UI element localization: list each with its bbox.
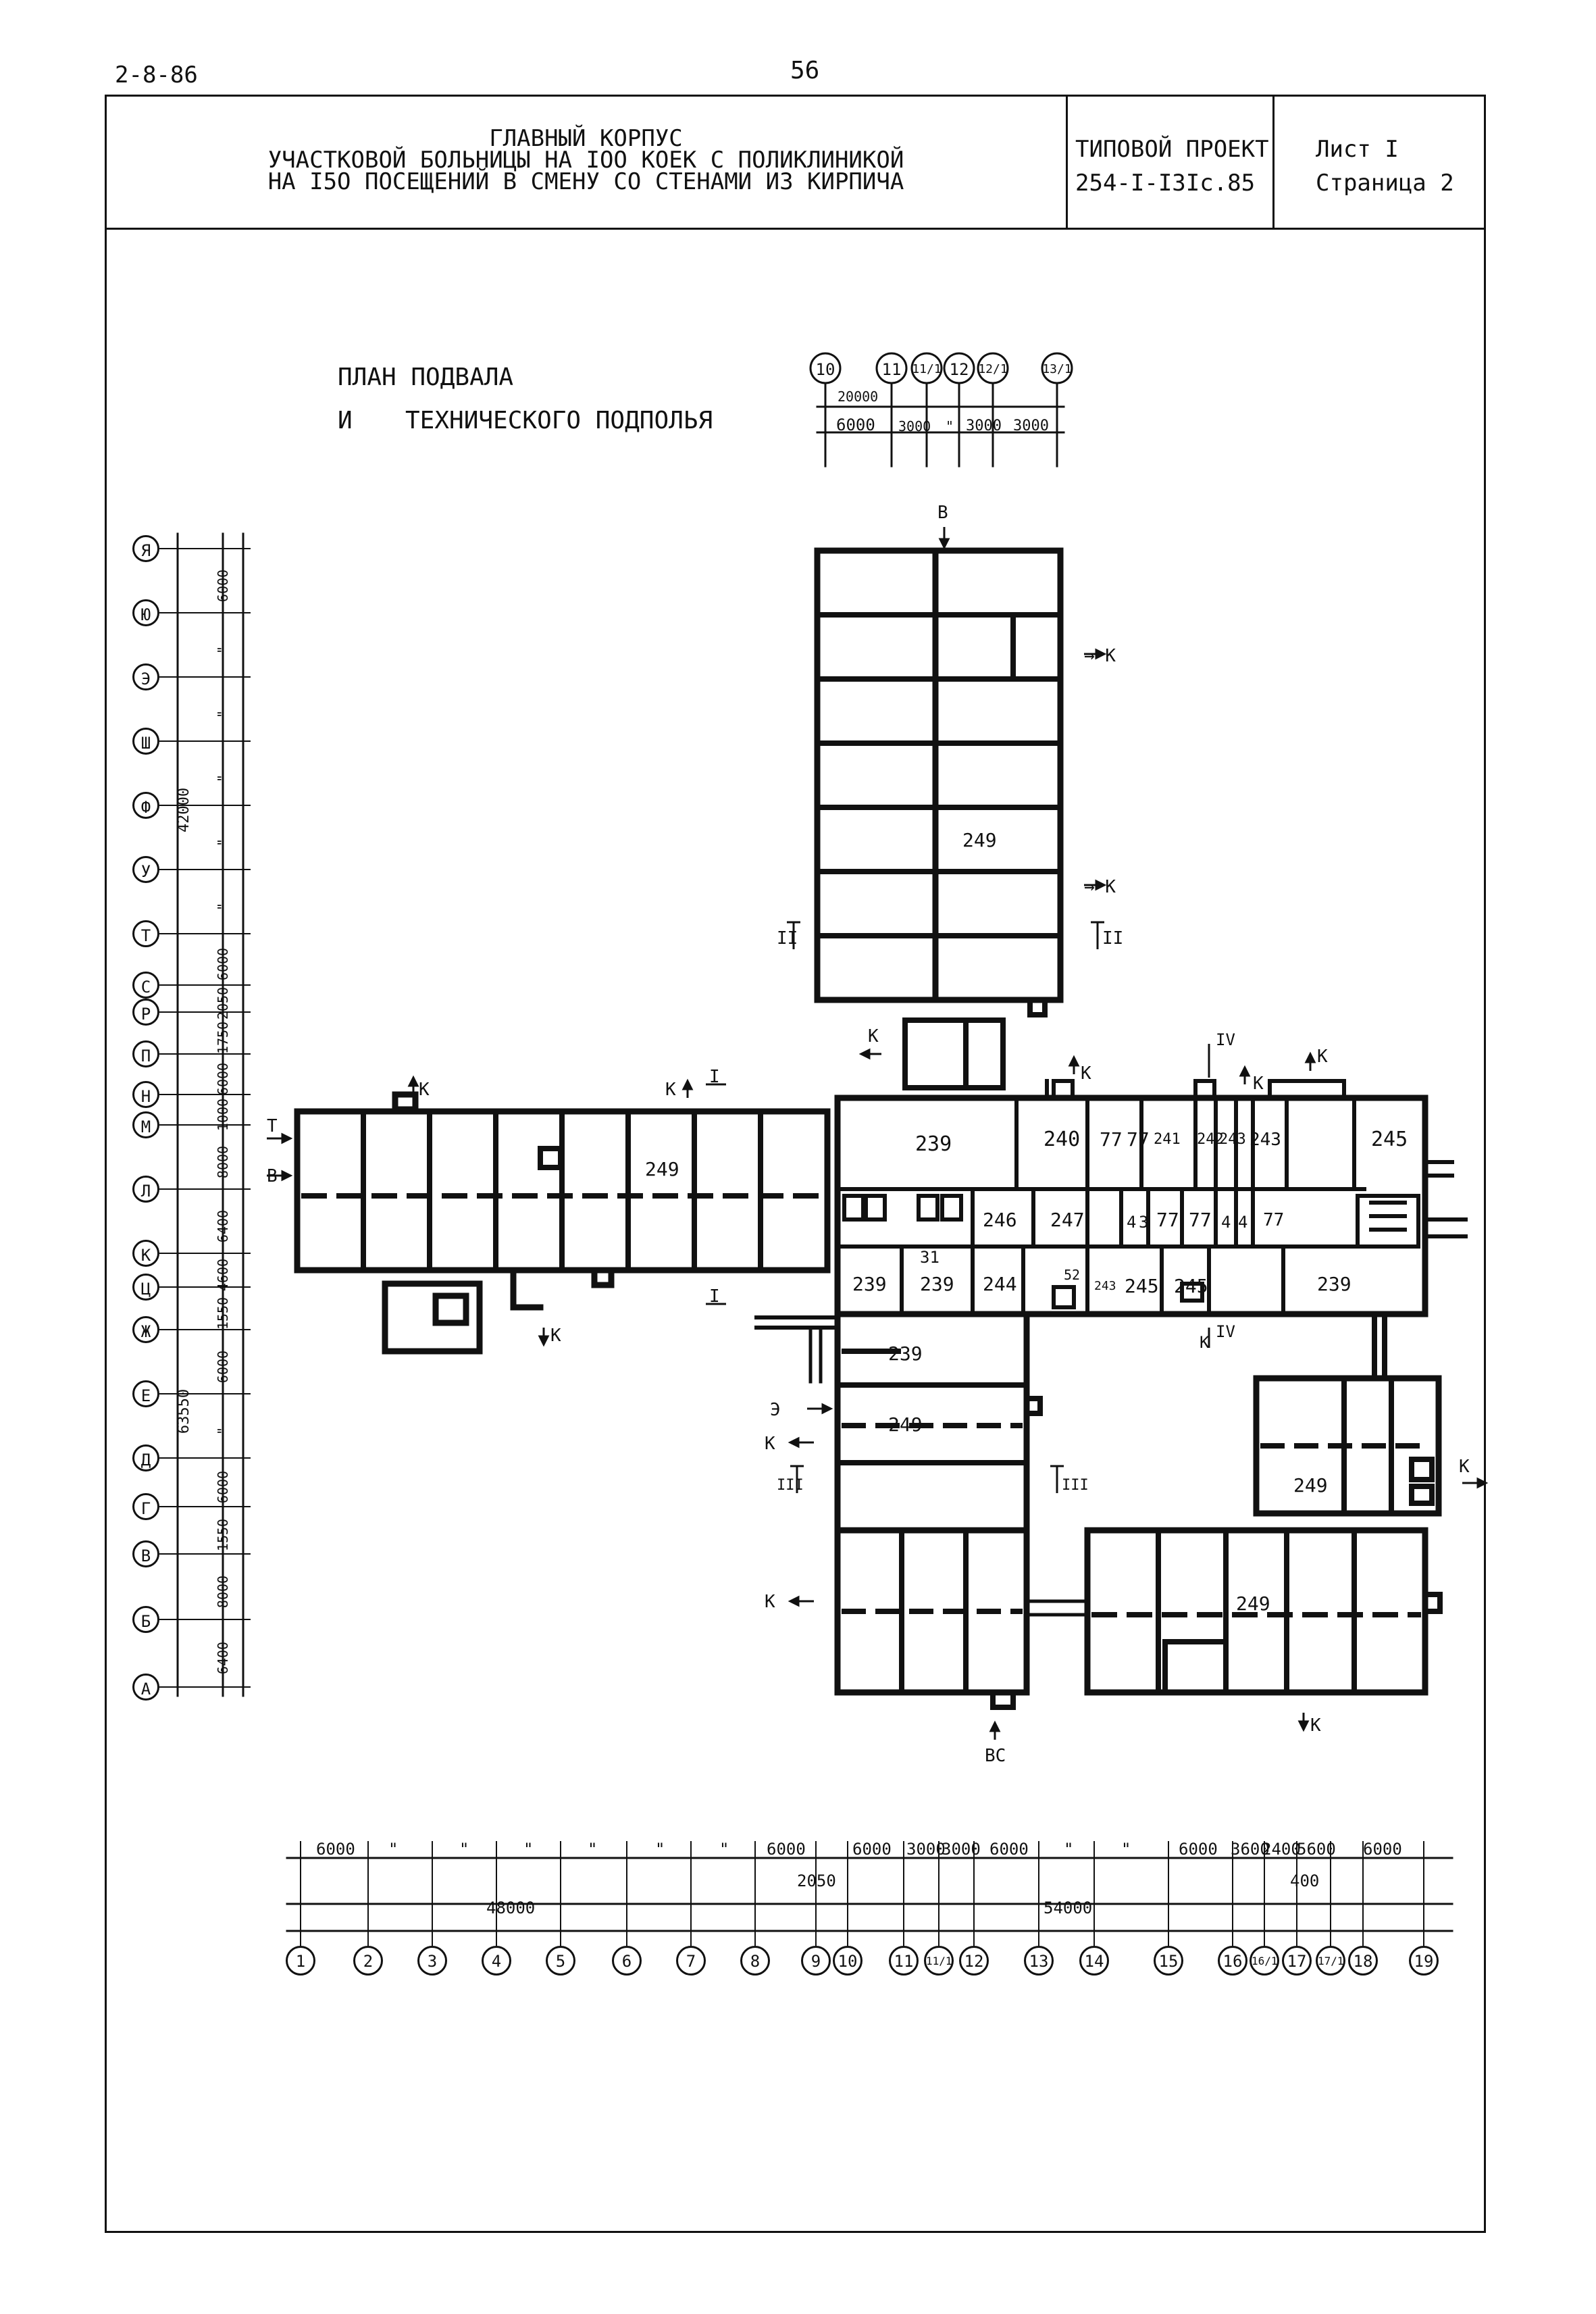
left-axis-dimension: 4600 [215,1258,231,1292]
marker-k-n3: К [1317,1047,1328,1067]
room-77c: 77 [1156,1209,1179,1231]
sheet-number: Лист I [1316,136,1399,163]
bottom-axis-bubble: 4 [482,1946,511,1976]
left-axis-tick [159,1686,251,1688]
left-axis-dimension: 6000 [215,569,231,602]
marker-t-in: Т [267,1116,278,1136]
left-axis-bubble: А [132,1674,159,1701]
left-axis-tick [159,1094,251,1095]
left-axis-bubble: Б [132,1606,159,1633]
left-axis-dimension: " [215,902,231,911]
bottom-axis-dimension: " [1064,1840,1074,1859]
top-dim-4: 3000 [966,418,1002,434]
room-4b: 4 [1221,1213,1231,1232]
bottom-axis-dimension: " [588,1840,598,1859]
marker-vs: ВС [985,1746,1006,1766]
bottom-axis-bubble: 16 [1218,1946,1247,1976]
bottom-axis-dimension: " [459,1840,469,1859]
bottom-axis-bubble: 10 [833,1946,863,1976]
left-axis-dimension: 1550 [215,1518,231,1552]
room-249-south: 249 [1236,1592,1270,1615]
axis-label-11-1: 11/1 [912,362,942,376]
section-3-left: III [777,1477,804,1494]
room-249-east: 249 [1293,1474,1328,1496]
room-246: 246 [983,1209,1017,1231]
section-1-bottom: I [709,1286,720,1307]
bottom-axis-dimension: " [719,1840,729,1859]
left-axis-bubble: Г [132,1493,159,1520]
plan-subtitle: ТЕХНИЧЕСКОГО ПОДПОЛЬЯ [405,407,713,434]
bottom-axis-dimension: " [388,1840,398,1859]
bottom-axis-tick [1423,1841,1424,1946]
marker-k-corr: К [868,1026,879,1047]
bottom-axis-tick [496,1841,497,1946]
bottom-axis-bubble: 5 [546,1946,575,1976]
left-axis-tick [159,1011,251,1013]
east-block-partitions [1344,1314,1432,1513]
axis-label-12-1: 12/1 [978,362,1008,376]
bottom-axis-bubble: 3 [417,1946,447,1976]
bottom-axis-bubble: 11 [889,1946,919,1976]
axis-label-10: 10 [815,360,835,379]
bottom-axis-bubble: 16/1 [1250,1946,1279,1976]
bottom-axis-tick [690,1841,692,1946]
left-axis-dimension: 2050 [215,986,231,1020]
left-axis-bubble: Я [132,535,159,562]
bottom-axis-tick [626,1841,627,1946]
bottom-axis-bubble: 13 [1024,1946,1054,1976]
left-axis-bubble: К [132,1240,159,1267]
bottom-axis-bubble: 18 [1348,1946,1378,1976]
bottom-axis-tick [1038,1841,1039,1946]
room-77a: 77 [1100,1128,1123,1151]
left-axis-dimension: 1550 [215,1297,231,1330]
left-axis-bubble: Ю [132,599,159,626]
room-31: 31 [920,1248,939,1267]
left-axis-dimension: 8000 [215,1145,231,1178]
bottom-axis-dimension: " [655,1840,665,1859]
marker-k-n2: К [1253,1074,1264,1094]
room-239c: 239 [920,1273,954,1295]
section-3-right: III [1062,1477,1089,1494]
page-label: Страница 2 [1316,170,1454,197]
room-239e: 239 [888,1342,923,1365]
left-axis-tick [159,984,251,986]
axis-label-11: 11 [881,360,902,379]
left-axis-bubble: Р [132,999,159,1026]
room-77b: 77 [1127,1128,1150,1151]
bottom-axis-bubble: 8 [740,1946,770,1976]
marker-v-in: В [267,1166,278,1186]
left-axis-dimension: 6400 [215,1641,231,1675]
left-axis-tick [159,1124,251,1126]
left-axis-tick [159,1053,251,1055]
room-239a: 239 [915,1132,952,1156]
bottom-axis-tick [754,1841,756,1946]
left-axis-tick [159,1329,251,1330]
bottom-axis-bubble: 19 [1409,1946,1439,1976]
bottom-axis-dimension: " [1121,1840,1131,1859]
axis-label-13-1: 13/1 [1042,362,1072,376]
left-axis-bubble: Ц [132,1274,159,1301]
left-axis-bubble: Э [132,663,159,690]
left-axis-tick [159,740,251,742]
bottom-total-total-mid: 2050 [797,1871,836,1890]
room-245c: 245 [1174,1275,1208,1297]
bottom-axis-dimension: 6000 [1179,1840,1218,1859]
room-245b: 245 [1125,1275,1159,1297]
axis-label-12: 12 [949,360,969,379]
left-overall-upper: 42000 [176,787,193,833]
west-wing-partitions [363,1111,761,1270]
marker-k-w2: К [665,1080,676,1100]
south-west-corridors [844,1426,1020,1611]
bottom-axis-dimension: 5600 [1297,1840,1336,1859]
left-axis-tick [159,1253,251,1254]
bottom-axis-dimension: 3000 [906,1840,946,1859]
marker-k-2: → К [1084,877,1116,897]
section-4-bottom: IV [1216,1322,1235,1341]
left-axis-dimension: 6400 [215,1209,231,1242]
room-239b: 239 [852,1273,887,1295]
section-4: IV [1216,1030,1235,1049]
bottom-axis-bubble: 2 [353,1946,383,1976]
title-line-3: НА I5O ПОСЕЩЕНИЙ В СМЕНУ СО СТЕНАМИ ИЗ КИРПИЧА [267,168,904,195]
bottom-axis-bubble: 6 [612,1946,642,1976]
left-axis-dimension: " [215,774,231,782]
room-3: 3 [1139,1213,1149,1232]
left-axis-dimension: " [215,645,231,654]
bottom-total-total-small: 400 [1290,1871,1320,1890]
bottom-axis-dimension: " [523,1840,534,1859]
bottom-axis-tick [847,1841,848,1946]
bottom-axis-bubble: 15 [1154,1946,1183,1976]
room-243c: 243 [1094,1279,1116,1293]
left-axis-tick [159,1457,251,1459]
left-axis-bubble: Л [132,1176,159,1203]
room-77e: 77 [1263,1210,1285,1230]
room-77d: 77 [1189,1209,1212,1231]
marker-k-east: К [1459,1457,1470,1477]
section-1-top: I [709,1067,720,1087]
section-marks [706,922,1209,1493]
bottom-axis-tick [300,1841,301,1946]
plan-title: ПЛАН ПОДВАЛА [338,363,514,391]
left-axis-dimension: 6000 [215,1062,231,1096]
marker-k-sw2: К [765,1592,775,1612]
flow-arrows [267,527,1486,1740]
marker-k-1: → К [1084,646,1116,666]
bottom-axis-bubble: 11/1 [924,1946,954,1976]
left-axis-tick [159,869,251,870]
left-axis-bubble: М [132,1111,159,1138]
room-239d: 239 [1317,1273,1352,1295]
marker-k-n1: К [1081,1063,1091,1084]
bottom-axis-dimension: 3600 [1231,1840,1270,1859]
left-axis-bubble: Ш [132,728,159,755]
bottom-axis-tick [903,1841,904,1946]
left-axis-tick [159,1619,251,1620]
left-axis-bubble: Ж [132,1316,159,1343]
room-247: 247 [1050,1209,1085,1231]
left-axis-tick [159,1553,251,1555]
bottom-axis-lines [287,1858,1452,1931]
room-244: 244 [983,1273,1017,1295]
bottom-axis-tick [1093,1841,1095,1946]
room-west-wing: 249 [645,1158,679,1180]
left-axis-dimension: 6000 [215,947,231,981]
left-axis-tick [159,1286,251,1288]
section-2-left: II [777,928,798,949]
left-axis-dimension: " [215,838,231,847]
room-245a: 245 [1371,1128,1408,1151]
plan-title-prefix: И [338,407,353,434]
left-axis-bubble: П [132,1040,159,1067]
left-axis-tick [159,548,251,549]
bottom-axis-bubble: 17/1 [1316,1946,1345,1976]
room-north-wing: 249 [962,829,997,851]
top-dim-overall: 20000 [838,388,879,405]
left-axis-bubble: У [132,856,159,883]
left-axis-bubble: Д [132,1444,159,1472]
left-axis-bubble: Т [132,920,159,947]
title-line-2: УЧАСТКОВОЙ БОЛЬНИЦЫ НА IOO КОЕК С ПОЛИКЛИНИКОЙ [267,147,904,174]
room-240: 240 [1044,1128,1081,1151]
room-249-sw: 249 [888,1413,923,1436]
marker-v-top: В [937,503,948,523]
south-west-links [810,1328,1087,1615]
marker-k-sw1: К [765,1434,775,1454]
bottom-axis-tick [367,1841,369,1946]
bottom-axis-bubble: 14 [1079,1946,1109,1976]
room-243b: 243 [1250,1130,1281,1150]
marker-k-w1: К [419,1080,430,1100]
document-code: 2-8-86 [115,61,198,89]
north-wing [817,551,1060,1000]
left-axis-bubble: Ф [132,792,159,819]
bottom-axis-dimension: 6000 [316,1840,355,1859]
room-242: 242 [1197,1131,1224,1148]
bottom-axis-bubble: 12 [959,1946,989,1976]
left-axis-dimension: 6000 [215,1350,231,1383]
bottom-axis-tick [560,1841,561,1946]
left-axis-tick [159,612,251,613]
page-number: 56 [790,57,820,84]
left-axis-dimension: 6000 [215,1470,231,1504]
left-axis-bubble: В [132,1540,159,1567]
marker-e-in: Э [770,1400,781,1420]
bottom-axis-tick [1168,1841,1169,1946]
left-axis-bubble: Н [132,1081,159,1108]
south-west-block [838,1314,1027,1692]
bottom-total-total-left: 48000 [486,1898,536,1917]
left-axis-dimension: 1750 [215,1021,231,1055]
room-52: 52 [1064,1267,1081,1283]
top-dim-5: 3000 [1013,418,1049,434]
bottom-axis-bubble: 17 [1282,1946,1312,1976]
left-axis-tick [159,1506,251,1507]
left-axis-tick [159,1188,251,1190]
bottom-axis-dimension: 6000 [989,1840,1029,1859]
bottom-axis-bubble: 7 [676,1946,706,1976]
room-241: 241 [1154,1131,1181,1148]
project-number: 254-I-I3Ic.85 [1075,170,1256,197]
marker-k-south: К [1310,1715,1321,1736]
left-axis-dimension: 8000 [215,1575,231,1608]
left-axis-tick [159,933,251,934]
bottom-axis-dimension: 3000 [942,1840,981,1859]
bottom-axis-dimension: 6000 [767,1840,806,1859]
bottom-axis-dimension: 6000 [1363,1840,1402,1859]
bottom-total-total-right: 54000 [1044,1898,1093,1917]
left-axis-tick [159,676,251,678]
bottom-axis-dimension: 2400 [1262,1840,1301,1859]
room-243a: 243 [1219,1131,1246,1148]
left-axis-dimension: " [215,1426,231,1435]
room-4c: 4 [1238,1213,1248,1232]
marker-k-w3: К [550,1326,561,1346]
left-axis-dimension: 1000 [215,1098,231,1131]
north-wing-partitions [817,615,1060,936]
marker-k-s1: К [1200,1333,1210,1352]
top-dim-3: " [946,418,954,434]
north-connector [905,1000,1045,1088]
top-dim-2: 3000 [898,418,931,434]
section-2-right: II [1102,928,1124,949]
title-line-1: ГЛАВНЫЙ КОРПУС [489,125,683,152]
bottom-axis-dimension: 6000 [852,1840,892,1859]
left-overall-lower: 63550 [176,1388,193,1434]
top-dim-1: 6000 [836,416,875,434]
bottom-axis-tick [432,1841,433,1946]
bottom-axis-bubble: 1 [286,1946,315,1976]
left-axis-bubble: С [132,972,159,999]
left-axis-dimension: " [215,709,231,718]
bottom-axis-bubble: 9 [801,1946,831,1976]
room-4a: 4 [1127,1213,1137,1232]
south-block-partitions [1158,1530,1440,1692]
project-label: ТИПОВОЙ ПРОЕКТ [1075,136,1269,163]
left-axis-bubble: Е [132,1380,159,1407]
